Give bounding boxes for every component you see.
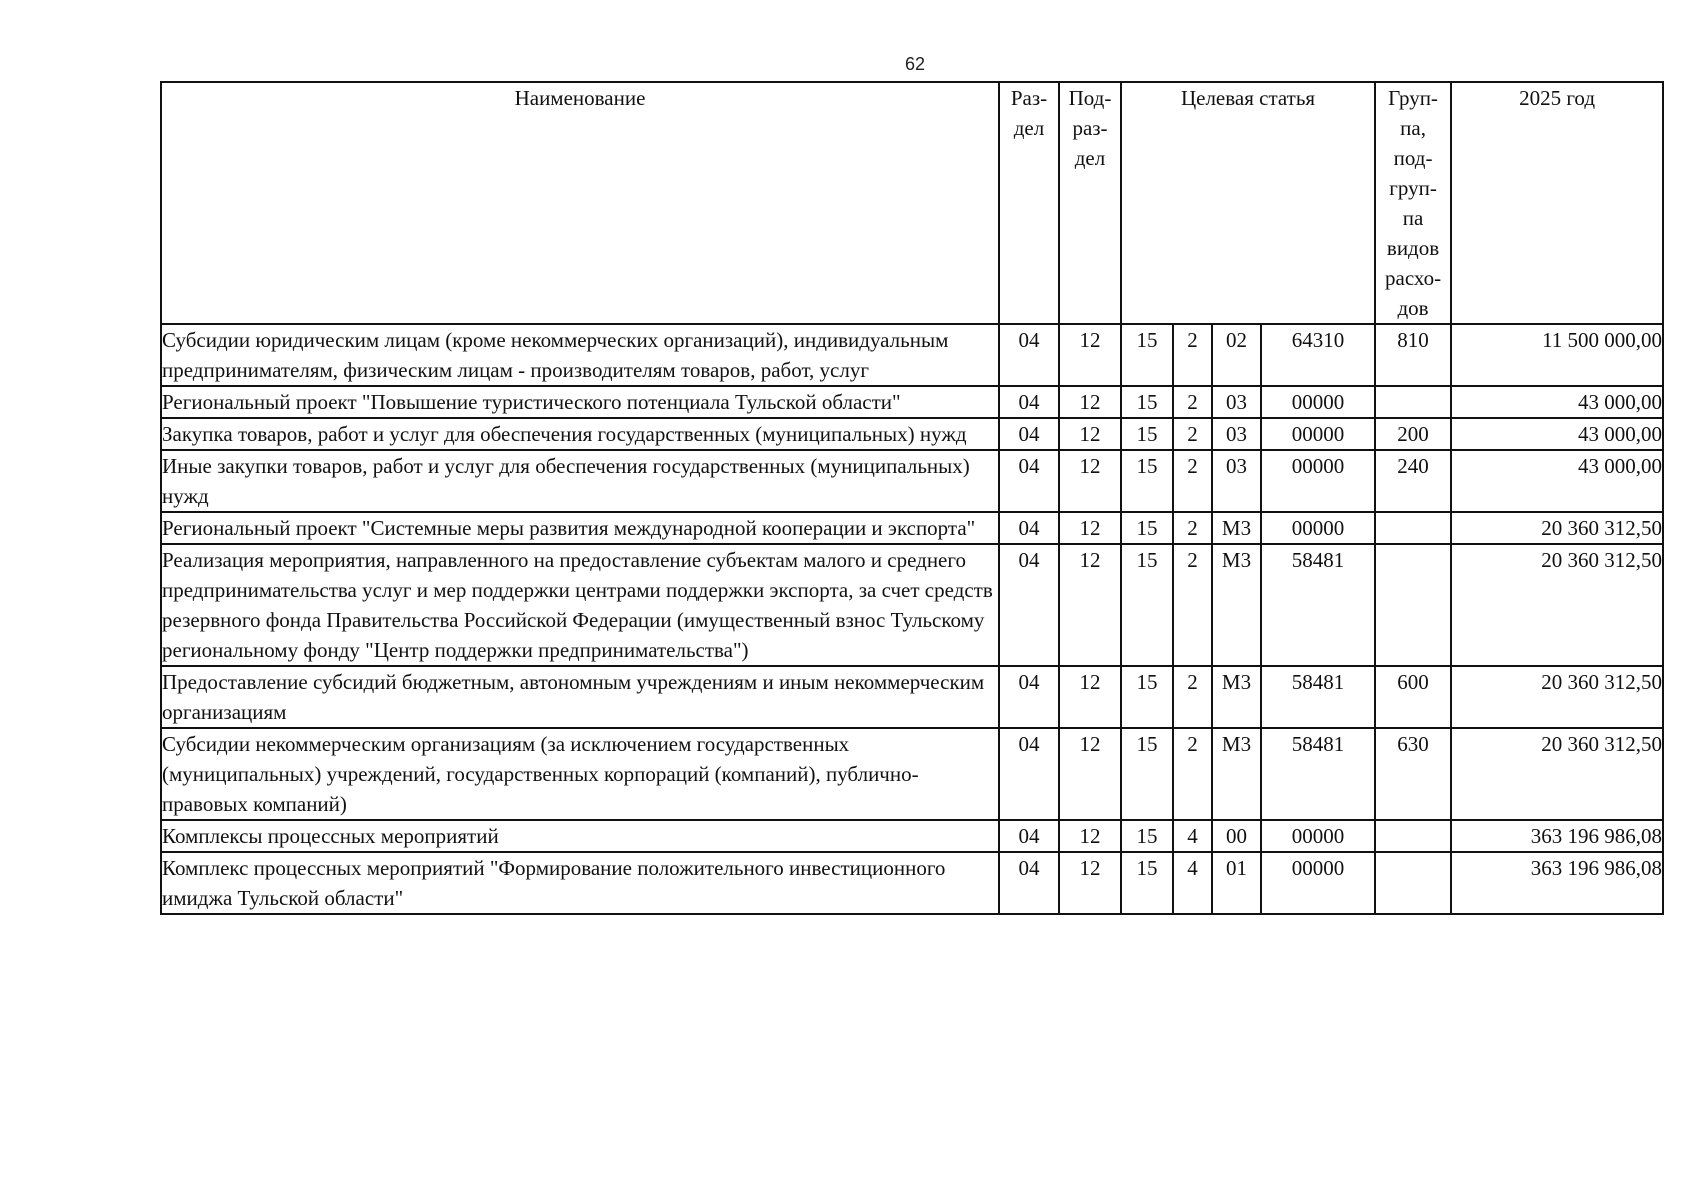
cell-section: 04 <box>999 544 1059 666</box>
cell-target-project: 03 <box>1212 418 1261 450</box>
cell-target-project: 03 <box>1212 450 1261 512</box>
cell-subsection: 12 <box>1059 512 1121 544</box>
cell-subsection: 12 <box>1059 728 1121 820</box>
cell-target-direction: 00000 <box>1261 852 1375 914</box>
cell-target-program: 15 <box>1121 450 1173 512</box>
cell-target-program: 15 <box>1121 386 1173 418</box>
cell-expense-group: 810 <box>1375 324 1451 386</box>
table-row <box>161 728 1663 820</box>
table-row <box>161 820 1663 852</box>
cell-section: 04 <box>999 450 1059 512</box>
cell-target-project: М3 <box>1212 666 1261 728</box>
cell-target-type: 2 <box>1173 728 1212 820</box>
cell-target-project: М3 <box>1212 728 1261 820</box>
table-row <box>161 450 1663 512</box>
cell-subsection: 12 <box>1059 418 1121 450</box>
cell-target-project: 01 <box>1212 852 1261 914</box>
cell-section: 04 <box>999 666 1059 728</box>
cell-subsection: 12 <box>1059 450 1121 512</box>
cell-name: Иные закупки товаров, работ и услуг для обеспечения государственных (муниципальных) нужд <box>161 450 999 512</box>
table-row <box>161 852 1663 914</box>
cell-target-direction: 00000 <box>1261 418 1375 450</box>
cell-target-direction: 58481 <box>1261 728 1375 820</box>
cell-subsection: 12 <box>1059 666 1121 728</box>
cell-target-program: 15 <box>1121 820 1173 852</box>
table-row <box>161 544 1663 666</box>
cell-name: Региональный проект "Повышение туристического потенциала Тульской области" <box>161 386 999 418</box>
table-row <box>161 666 1663 728</box>
cell-expense-group: 240 <box>1375 450 1451 512</box>
cell-subsection: 12 <box>1059 544 1121 666</box>
cell-amount-2025: 20 360 312,50 <box>1451 512 1663 544</box>
cell-section: 04 <box>999 820 1059 852</box>
cell-amount-2025: 363 196 986,08 <box>1451 852 1663 914</box>
cell-subsection: 12 <box>1059 852 1121 914</box>
cell-name: Субсидии некоммерческим организациям (за исключением государственных (муниципальных) учреждений, государственных корпораций (компаний), публично-правовых компаний) <box>161 728 999 820</box>
cell-amount-2025: 20 360 312,50 <box>1451 666 1663 728</box>
header-subsection: Под- раз- дел <box>1059 82 1121 324</box>
cell-target-program: 15 <box>1121 728 1173 820</box>
table-row <box>161 324 1663 386</box>
cell-target-type: 2 <box>1173 418 1212 450</box>
header-row <box>161 82 1663 324</box>
cell-amount-2025: 20 360 312,50 <box>1451 544 1663 666</box>
cell-subsection: 12 <box>1059 386 1121 418</box>
cell-target-direction: 58481 <box>1261 544 1375 666</box>
cell-name: Комплексы процессных мероприятий <box>161 820 999 852</box>
page-number: 62 <box>904 54 926 74</box>
cell-section: 04 <box>999 512 1059 544</box>
cell-target-type: 2 <box>1173 386 1212 418</box>
cell-expense-group <box>1375 544 1451 666</box>
cell-expense-group: 600 <box>1375 666 1451 728</box>
cell-section: 04 <box>999 386 1059 418</box>
cell-target-type: 2 <box>1173 666 1212 728</box>
cell-target-type: 2 <box>1173 544 1212 666</box>
cell-target-project: М3 <box>1212 544 1261 666</box>
cell-target-type: 2 <box>1173 324 1212 386</box>
cell-amount-2025: 363 196 986,08 <box>1451 820 1663 852</box>
header-target-article: Целевая статья <box>1121 82 1375 324</box>
cell-section: 04 <box>999 418 1059 450</box>
cell-amount-2025: 43 000,00 <box>1451 418 1663 450</box>
cell-section: 04 <box>999 324 1059 386</box>
cell-target-project: 02 <box>1212 324 1261 386</box>
cell-target-program: 15 <box>1121 544 1173 666</box>
cell-target-direction: 58481 <box>1261 666 1375 728</box>
cell-name: Субсидии юридическим лицам (кроме некоммерческих организаций), индивидуальным предпринимателям, физическим лицам - производителям товаров, работ, услуг <box>161 324 999 386</box>
cell-amount-2025: 43 000,00 <box>1451 386 1663 418</box>
cell-target-program: 15 <box>1121 512 1173 544</box>
cell-target-type: 2 <box>1173 450 1212 512</box>
header-expense-group: Груп- па, под- груп- па видов расхо- дов <box>1375 82 1451 324</box>
table-row <box>161 418 1663 450</box>
table-row <box>161 512 1663 544</box>
cell-target-program: 15 <box>1121 666 1173 728</box>
table-row <box>161 386 1663 418</box>
cell-expense-group: 200 <box>1375 418 1451 450</box>
cell-amount-2025: 43 000,00 <box>1451 450 1663 512</box>
cell-target-direction: 00000 <box>1261 386 1375 418</box>
cell-section: 04 <box>999 852 1059 914</box>
cell-section: 04 <box>999 728 1059 820</box>
cell-target-type: 4 <box>1173 820 1212 852</box>
cell-target-type: 2 <box>1173 512 1212 544</box>
cell-target-program: 15 <box>1121 324 1173 386</box>
cell-target-direction: 00000 <box>1261 820 1375 852</box>
cell-expense-group <box>1375 512 1451 544</box>
cell-target-direction: 00000 <box>1261 512 1375 544</box>
cell-expense-group: 630 <box>1375 728 1451 820</box>
cell-name: Предоставление субсидий бюджетным, автономным учреждениям и иным некоммерческим организациям <box>161 666 999 728</box>
cell-target-project: 00 <box>1212 820 1261 852</box>
cell-target-project: 03 <box>1212 386 1261 418</box>
cell-expense-group <box>1375 820 1451 852</box>
cell-target-program: 15 <box>1121 852 1173 914</box>
cell-name: Региональный проект "Системные меры развития международной кооперации и экспорта" <box>161 512 999 544</box>
cell-target-direction: 00000 <box>1261 450 1375 512</box>
cell-target-program: 15 <box>1121 418 1173 450</box>
cell-expense-group <box>1375 852 1451 914</box>
header-section: Раз- дел <box>999 82 1059 324</box>
cell-name: Комплекс процессных мероприятий "Формирование положительного инвестиционного имиджа Тульской области" <box>161 852 999 914</box>
cell-expense-group <box>1375 386 1451 418</box>
cell-amount-2025: 20 360 312,50 <box>1451 728 1663 820</box>
cell-target-type: 4 <box>1173 852 1212 914</box>
header-name: Наименование <box>161 82 999 324</box>
header-year: 2025 год <box>1451 82 1663 324</box>
cell-target-direction: 64310 <box>1261 324 1375 386</box>
cell-subsection: 12 <box>1059 820 1121 852</box>
cell-name: Реализация мероприятия, направленного на предоставление субъектам малого и среднего предпринимательства услуг и мер поддержки центрами поддержки экспорта, за счет средств резервного фонда Правительства Российской Федерации (имущественный взнос Тульскому региональному фонду "Центр поддержки предпринимательства") <box>161 544 999 666</box>
budget-table <box>160 81 1664 915</box>
cell-subsection: 12 <box>1059 324 1121 386</box>
cell-name: Закупка товаров, работ и услуг для обеспечения государственных (муниципальных) нужд <box>161 418 999 450</box>
cell-amount-2025: 11 500 000,00 <box>1451 324 1663 386</box>
cell-target-project: М3 <box>1212 512 1261 544</box>
